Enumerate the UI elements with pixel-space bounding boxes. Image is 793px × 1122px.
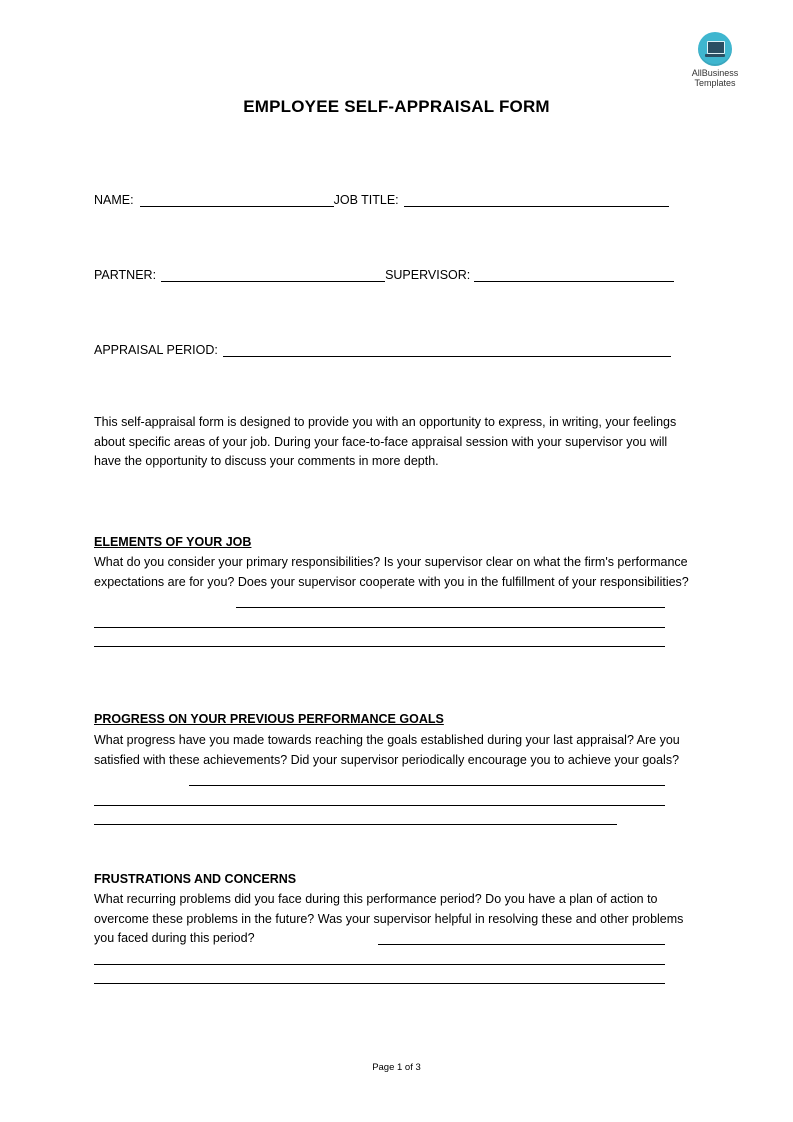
section-question-frustrations: What recurring problems did you face during this performance period? Do you have a plan of action to overcome these problems in the future? Was your supervisor helpful in resolving these and other problems you faced during this period? — [94, 892, 684, 945]
name-label: NAME: — [94, 193, 134, 207]
answer-line[interactable] — [94, 964, 665, 965]
appraisal-period-row — [94, 339, 671, 357]
intro-paragraph: This self-appraisal form is designed to provide you with an opportunity to express, in writing, your feelings about specific areas of your job. During your face-to-face appraisal session with your supervisor you will have the opportunity to discuss your comments in more depth. — [94, 415, 677, 468]
partner-label: PARTNER: — [94, 268, 157, 282]
appraisal-period-field[interactable] — [223, 342, 671, 357]
answer-line[interactable] — [94, 805, 665, 806]
section-heading-elements-of-job: ELEMENTS OF YOUR JOB — [94, 535, 252, 549]
section-question-progress-goals: What progress have you made towards reaching the goals established during your last appraisal? Are you satisfied with these achievements? Did your supervisor periodically encourage you to achieve your goals? — [94, 733, 680, 767]
answer-line[interactable] — [378, 944, 665, 945]
page-title: EMPLOYEE SELF-APPRAISAL FORM — [243, 97, 550, 116]
logo-line-1: AllBusiness — [691, 68, 739, 78]
logo-text — [680, 68, 750, 88]
answer-line[interactable] — [236, 607, 665, 608]
name-jobtitle-row — [94, 189, 669, 207]
partner-supervisor-row — [94, 264, 674, 282]
logo-line-2: Templates — [694, 78, 736, 88]
section-heading-progress-goals: PROGRESS ON YOUR PREVIOUS PERFORMANCE GOALS — [94, 712, 444, 726]
answer-line[interactable] — [189, 785, 665, 786]
laptop-icon — [698, 32, 732, 66]
supervisor-field[interactable] — [474, 267, 674, 282]
name-field[interactable] — [140, 192, 334, 207]
appraisal-period-label: APPRAISAL PERIOD: — [94, 343, 218, 357]
section-heading-frustrations: FRUSTRATIONS AND CONCERNS — [94, 872, 297, 886]
partner-field[interactable] — [161, 267, 385, 282]
page-number: Page 1 of 3 — [372, 1062, 421, 1073]
answer-line[interactable] — [94, 983, 665, 984]
section-question-elements-of-job: What do you consider your primary responsibilities? Is your supervisor clear on what the firm's performance expectations are for you? Does your supervisor cooperate with you in the fulfillment of your responsibilities? — [94, 555, 689, 589]
allbusiness-logo — [680, 32, 750, 88]
answer-line[interactable] — [94, 627, 665, 628]
job-title-label: JOB TITLE: — [333, 193, 399, 207]
job-title-field[interactable] — [404, 192, 669, 207]
supervisor-label: SUPERVISOR: — [385, 268, 471, 282]
answer-line[interactable] — [94, 646, 665, 647]
answer-line[interactable] — [94, 824, 617, 825]
